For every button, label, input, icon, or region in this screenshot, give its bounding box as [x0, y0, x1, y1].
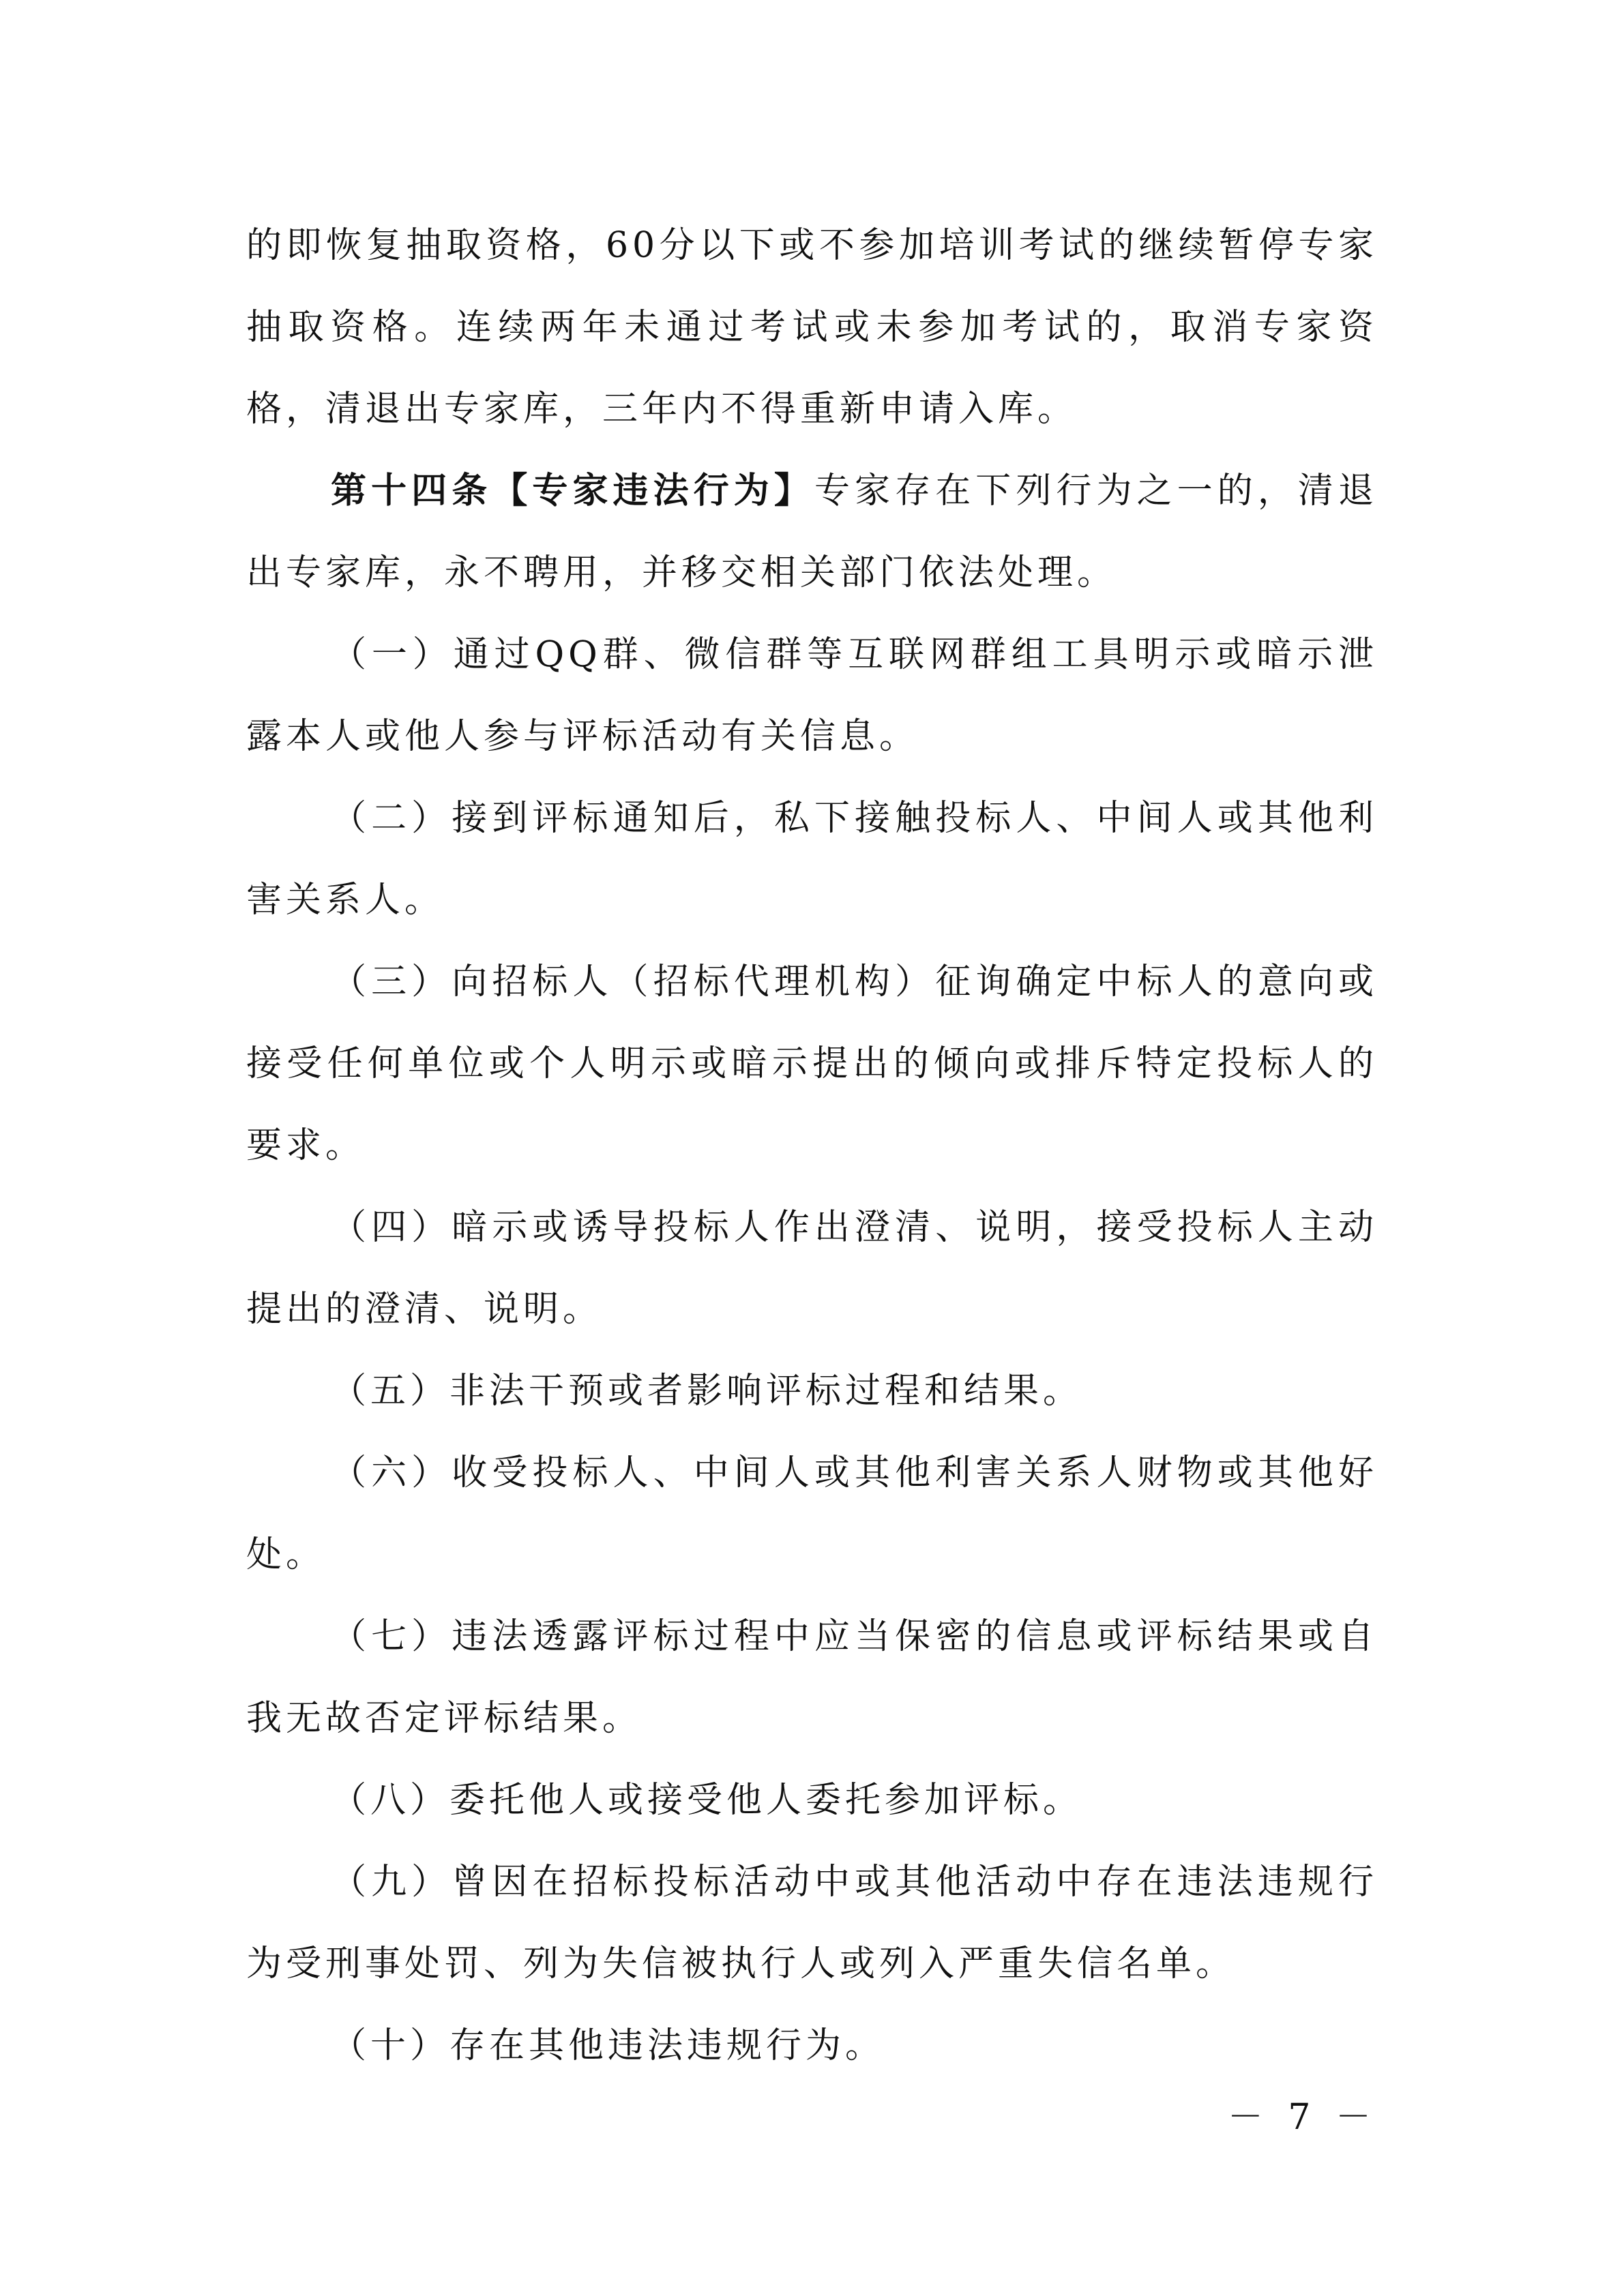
list-item-text: （一）通过QQ群、微信群等互联网群组工具明示或暗示泄露本人或他人参与评标活动有关信息。 — [246, 634, 1378, 757]
paragraph-text: 专家存在下列行为之一的，清退出专家库，永不聘用，并移交相关部门依法处理。 — [246, 471, 1378, 593]
article-heading: 第十四条【专家违法行为】 — [331, 470, 814, 511]
paragraph-continuation — [246, 205, 1378, 450]
list-item-text: （五）非法干预或者影响评标过程和结果。 — [331, 1371, 1083, 1412]
paragraph-text: 的即恢复抽取资格，60分以下或不参加培训考试的继续暂停专家抽取资格。连续两年未通过考试或未参加考试的，取消专家资格，清退出专家库，三年内不得重新申请入库。 — [246, 225, 1378, 430]
list-item-2 — [246, 777, 1378, 941]
list-item-7 — [246, 1596, 1378, 1759]
list-item-text: （六）收受投标人、中间人或其他利害关系人财物或其他好处。 — [246, 1452, 1378, 1575]
list-item-text: （四）暗示或诱导投标人作出澄清、说明，接受投标人主动提出的澄清、说明。 — [246, 1207, 1378, 1330]
list-item-text: （十）存在其他违法违规行为。 — [331, 2025, 885, 2066]
list-item-8 — [246, 1759, 1378, 1841]
list-item-6 — [246, 1432, 1378, 1596]
list-item-text: （七）违法透露评标过程中应当保密的信息或评标结果或自我无故否定评标结果。 — [246, 1616, 1378, 1739]
article-14-paragraph — [246, 450, 1378, 614]
list-item-3 — [246, 941, 1378, 1187]
list-item-text: （二）接到评标通知后，私下接触投标人、中间人或其他利害关系人。 — [246, 798, 1378, 921]
list-item-10 — [246, 2005, 1378, 2087]
list-item-4 — [246, 1187, 1378, 1350]
page-number: － 7 － — [1227, 2097, 1378, 2138]
list-item-text: （九）曾因在招标投标活动中或其他活动中存在违法违规行为受刑事处罚、列为失信被执行人或列入严重失信名单。 — [246, 1862, 1378, 1984]
document-body — [246, 205, 1378, 2087]
list-item-1 — [246, 614, 1378, 777]
list-item-9 — [246, 1841, 1378, 2005]
list-item-5 — [246, 1350, 1378, 1432]
list-item-text: （三）向招标人（招标代理机构）征询确定中标人的意向或接受任何单位或个人明示或暗示提出的倾向或排斥特定投标人的要求。 — [246, 961, 1378, 1166]
list-item-text: （八）委托他人或接受他人委托参加评标。 — [331, 1780, 1083, 1821]
